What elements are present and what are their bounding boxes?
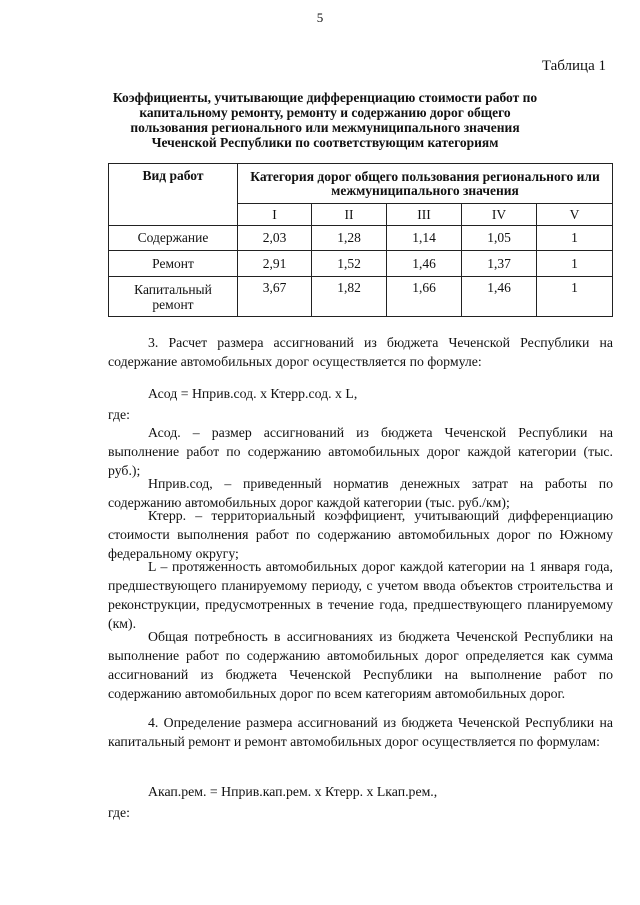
cell: 1,66 [387, 277, 462, 317]
paragraph-total: Общая потребность в ассигнованиях из бюджета Чеченской Республики на выполнение работ по содержанию автомобильных дорог определяется как сумма ассигнований из бюджета Чеченской Республики на выполнение работ по содержанию автомобильных дорог по всем категориям автомобильных дорог. [108, 629, 613, 701]
header-category-ii: II [312, 204, 387, 226]
definition-kterr: Ктерр. – территориальный коэффициент, учитывающий дифференциацию стоимости выполнения работ по содержанию автомобильных дорог по Южному федеральному округу; [108, 508, 613, 561]
cell: 1,14 [387, 226, 462, 251]
cell: 1 [537, 226, 613, 251]
cell: 1,52 [312, 251, 387, 277]
paragraph-3: 3. Расчет размера ассигнований из бюджета Чеченской Республики на содержание автомобильных дорог осуществляется по формуле: [108, 335, 613, 369]
header-category-i: I [238, 204, 312, 226]
definition-asod: Асод. – размер ассигнований из бюджета Чеченской Республики на выполнение работ по содержанию автомобильных дорог каждой категории (тыс. руб.); [108, 425, 613, 478]
cell: 2,91 [238, 251, 312, 277]
cell: 1,37 [462, 251, 537, 277]
cell: 3,67 [238, 277, 312, 317]
header-category-iv: IV [462, 204, 537, 226]
table-title [100, 90, 550, 150]
cell: 1,28 [312, 226, 387, 251]
row-label: Капитальный ремонт [109, 277, 238, 317]
table-label: Таблица 1 [541, 58, 606, 74]
cell: 1 [537, 277, 613, 317]
definition-l: L – протяженность автомобильных дорог каждой категории на 1 января года, предшествующего планируемому периоду, с учетом ввода объектов строительства и реконструкции, предусмотренных в течение года, предшествующего планируемому (км). [108, 559, 613, 631]
title-line: Чеченской Республики по соответствующим категориям [151, 135, 499, 150]
table-row [109, 226, 613, 251]
header-work-type: Вид работ [109, 164, 238, 226]
cell: 1,05 [462, 226, 537, 251]
row-label: Ремонт [109, 251, 238, 277]
formula-asod: Асод = Нприв.сод. х Ктерр.сод. х L, [148, 386, 358, 401]
coefficients-table [108, 163, 613, 317]
where-label: где: [108, 805, 130, 820]
table-row [109, 251, 613, 277]
title-line: капитальному ремонту, ремонту и содержанию дорог общего [139, 105, 511, 120]
header-category-group: Категория дорог общего пользования регионального или межмуниципального значения [238, 164, 613, 204]
cell: 2,03 [238, 226, 312, 251]
where-label: где: [108, 407, 130, 422]
definition-npriv: Нприв.сод, – приведенный норматив денежных затрат на работы по содержанию автомобильных дорог каждой категории (тыс. руб./км); [108, 476, 613, 510]
cell: 1,46 [387, 251, 462, 277]
title-line: Коэффициенты, учитывающие дифференциацию стоимости работ по [112, 90, 538, 105]
page-number: 5 [316, 10, 324, 25]
formula-akap: Акап.рем. = Нприв.кап.рем. х Ктерр. х Lкап.рем., [148, 784, 438, 799]
cell: 1,46 [462, 277, 537, 317]
title-line: пользования регионального или межмуниципального значения [130, 120, 520, 135]
table-row [109, 277, 613, 317]
row-label: Содержание [109, 226, 238, 251]
cell: 1,82 [312, 277, 387, 317]
header-category-v: V [537, 204, 613, 226]
paragraph-4: 4. Определение размера ассигнований из бюджета Чеченской Республики на капитальный ремонт и ремонт автомобильных дорог осуществляется по формулам: [108, 715, 613, 749]
cell: 1 [537, 251, 613, 277]
header-category-iii: III [387, 204, 462, 226]
